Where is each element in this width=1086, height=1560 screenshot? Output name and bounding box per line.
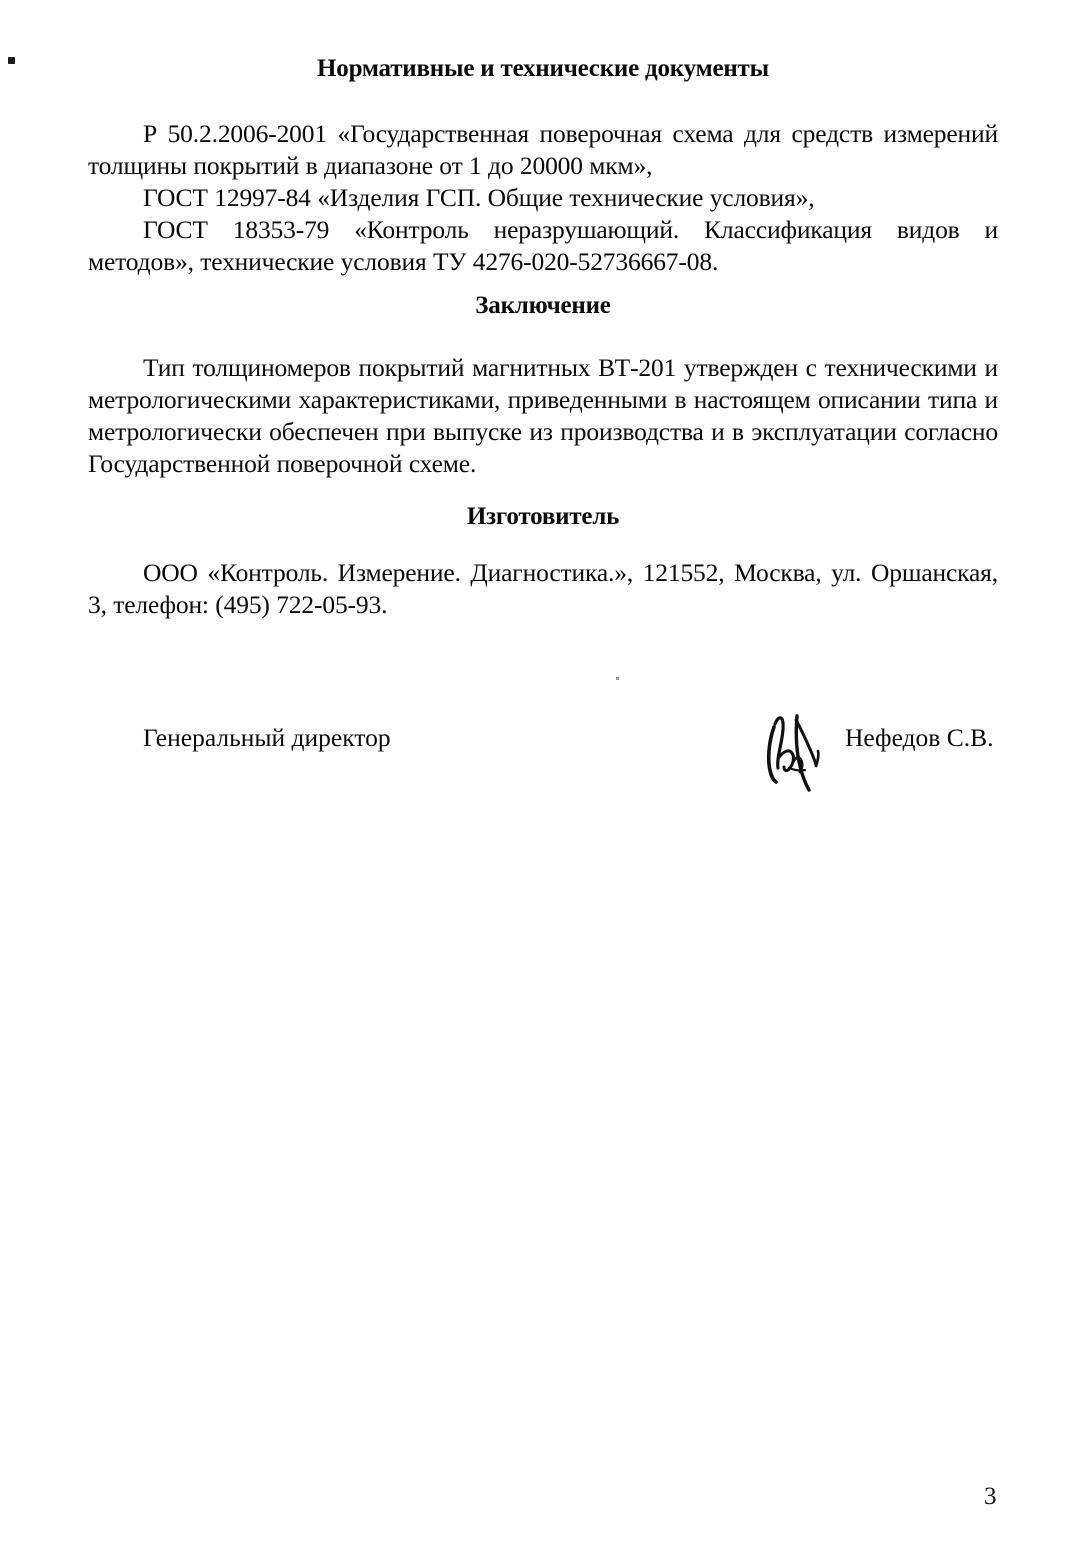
conclusion-section-heading: Заключение xyxy=(475,292,611,319)
signatory-name: Нефедов С.В. xyxy=(845,723,994,752)
scan-artifact-dot xyxy=(8,57,15,64)
signature-block xyxy=(88,722,998,762)
manufacturer-paragraph-1: ООО «Контроль. Измерение. Диагностика.», 121552, Москва, ул. Оршанская, 3, телефон: (495) 722-05-93. xyxy=(88,558,998,619)
normative-paragraph-2: ГОСТ 12997-84 «Изделия ГСП. Общие технические условия», xyxy=(143,183,815,212)
signatory-title: Генеральный директор xyxy=(143,723,391,752)
page-number: 3 xyxy=(984,1483,997,1510)
manufacturer-section-heading: Изготовитель xyxy=(466,503,620,530)
conclusion-paragraph-1: Тип толщиномеров покрытий магнитных ВТ-201 утвержден с техническими и метрологическими характеристиками, приведенными в настоящем описании типа и метрологически обеспечен при выпуске из производства и в эксплуатации согласно Государственной поверочной схеме. xyxy=(88,353,998,478)
conclusion-section-body xyxy=(88,352,998,480)
normative-paragraph-1: Р 50.2.2006-2001 «Государственная поверочная схема для средств измерений толщины покрытий в диапазоне от 1 до 20000 мкм», xyxy=(88,119,998,180)
normative-section-heading: Нормативные и технические документы xyxy=(317,55,769,82)
normative-section-heading-block xyxy=(88,55,998,84)
scan-artifact-speck xyxy=(616,677,619,680)
handwritten-signature-icon xyxy=(760,702,838,794)
normative-section-body xyxy=(88,118,998,278)
manufacturer-section-body xyxy=(88,557,998,621)
normative-paragraph-3: ГОСТ 18353-79 «Контроль неразрушающий. Классификация видов и методов», технические условия ТУ 4276-020-52736667-08. xyxy=(88,215,998,276)
manufacturer-section-heading-block xyxy=(88,503,998,532)
conclusion-section-heading-block xyxy=(88,292,998,321)
